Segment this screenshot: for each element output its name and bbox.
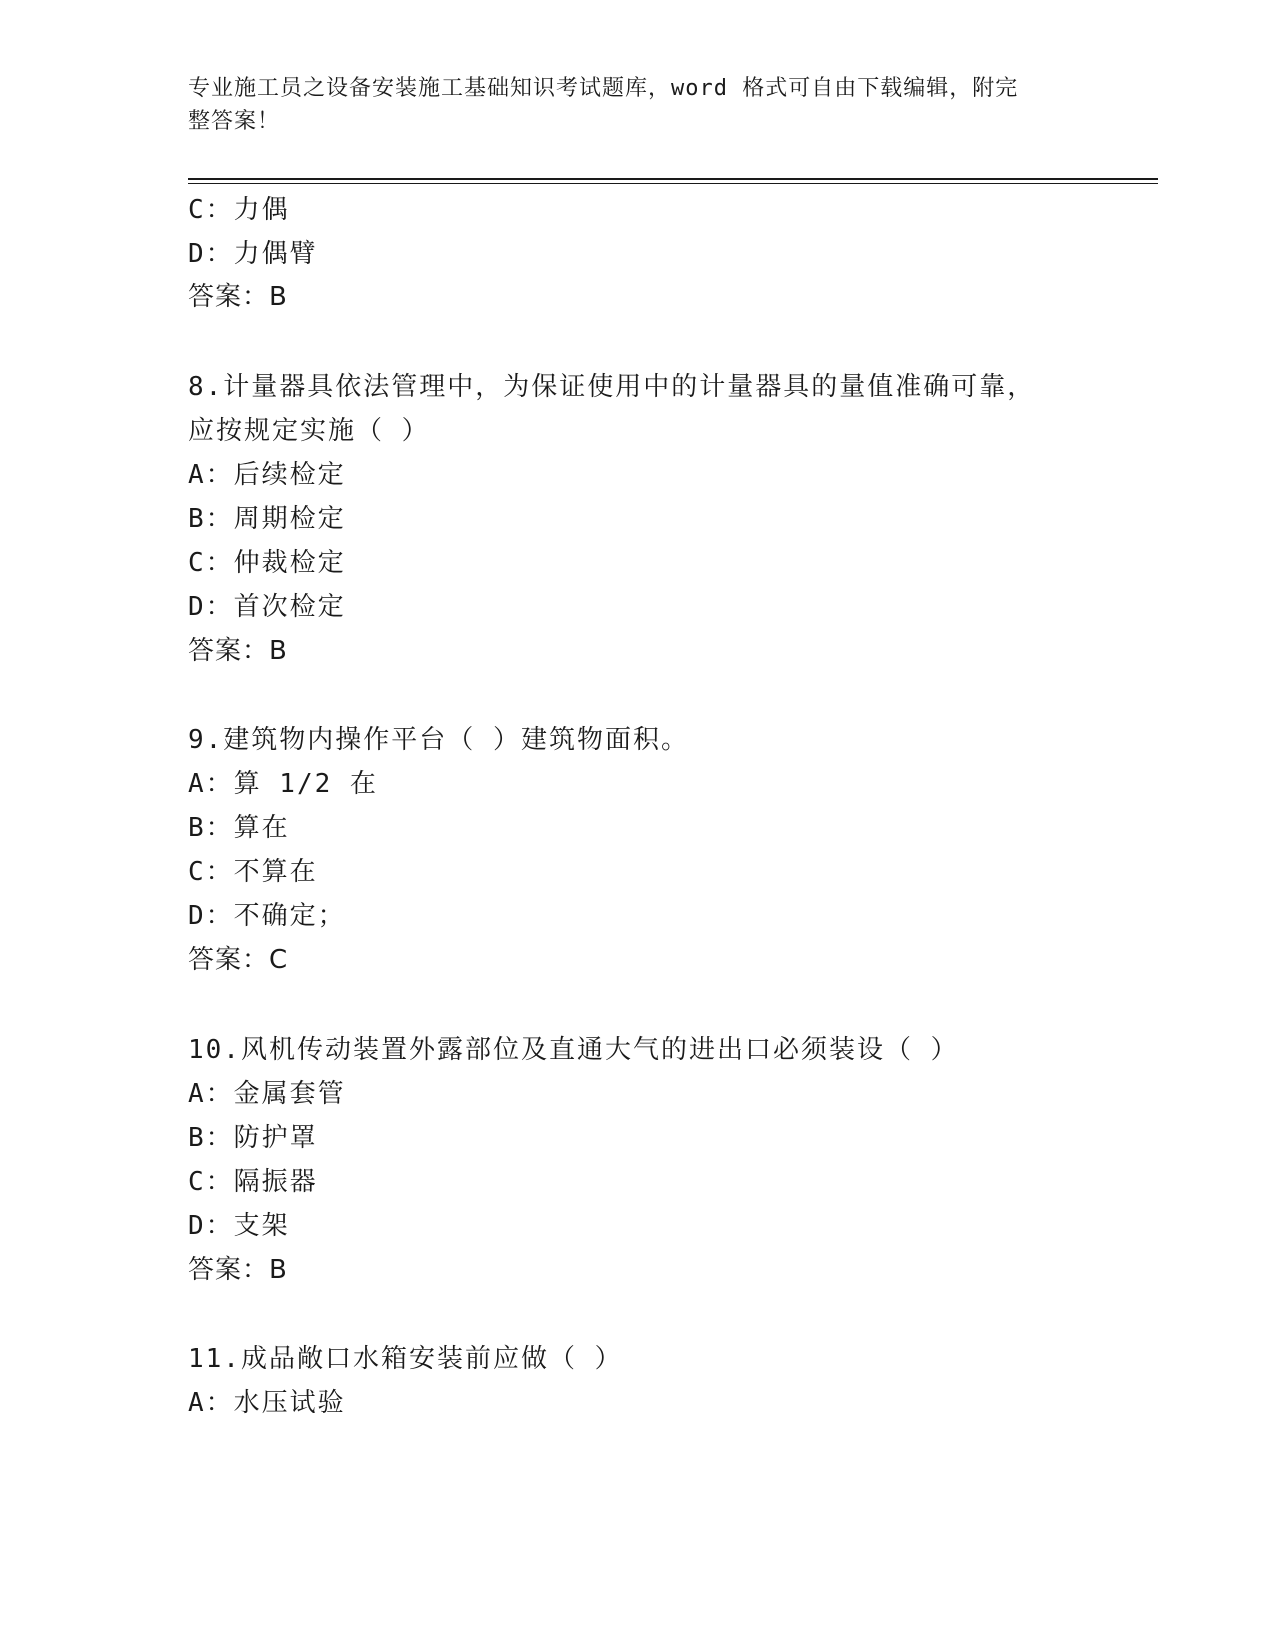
answer-q7: 答案：B	[188, 282, 288, 312]
answer-q8: 答案：B	[188, 636, 288, 666]
option-d-q10: D：支架	[188, 1211, 290, 1241]
option-a-q8: A：后续检定	[188, 460, 346, 490]
option-c-q8: C：仲裁检定	[188, 548, 346, 578]
question-10: 10.风机传动装置外露部位及直通大气的进出口必须装设（ ）	[188, 1035, 959, 1065]
answer-q10: 答案：B	[188, 1255, 288, 1285]
question-11: 11.成品敞口水箱安装前应做（ ）	[188, 1344, 623, 1374]
option-d-q7: D：力偶臂	[188, 239, 318, 269]
header-title-line-1: 专业施工员之设备安装施工基础知识考试题库，word 格式可自由下载编辑，附完	[188, 76, 1019, 101]
option-c-q9: C：不算在	[188, 857, 318, 887]
header-divider-thick	[188, 178, 1158, 180]
option-b-q8: B：周期检定	[188, 504, 346, 534]
question-8-line-1: 8.计量器具依法管理中，为保证使用中的计量器具的量值准确可靠，	[188, 372, 1036, 402]
option-a-q9: A：算 1/2 在	[188, 769, 378, 799]
header-divider-thin	[188, 183, 1158, 184]
question-8-line-2: 应按规定实施（ ）	[188, 416, 430, 446]
option-c-q7: C：力偶	[188, 195, 290, 225]
question-9: 9.建筑物内操作平台（ ）建筑物面积。	[188, 725, 689, 755]
option-a-q11: A：水压试验	[188, 1388, 346, 1418]
answer-q9: 答案：C	[188, 945, 289, 975]
option-b-q10: B：防护罩	[188, 1123, 318, 1153]
document-header	[188, 72, 1068, 138]
option-b-q9: B：算在	[188, 813, 290, 843]
option-d-q9: D：不确定；	[188, 901, 346, 931]
option-c-q10: C：隔振器	[188, 1167, 318, 1197]
header-title-line-2: 整答案！	[188, 109, 281, 134]
option-a-q10: A：金属套管	[188, 1079, 346, 1109]
option-d-q8: D：首次检定	[188, 592, 346, 622]
